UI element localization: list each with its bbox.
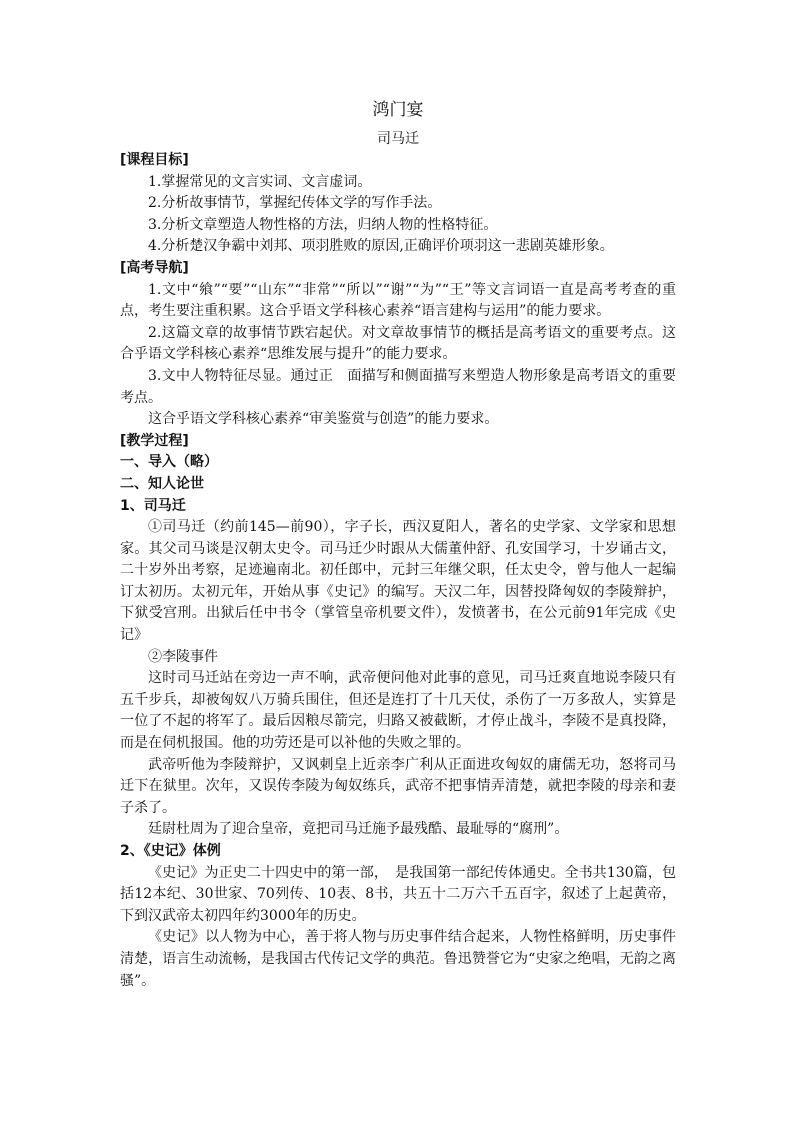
document-author: 司马迁	[377, 131, 419, 147]
goal-item-2: 2.分析故事情节，掌握纪传体文学的写作手法。	[148, 195, 442, 212]
exam-item-2: 2.这篇文章的故事情节跌宕起伏。对文章故事情节的概括是高考语文的重要考点。这合乎语文学科核心素养“思维发展与提升”的能力要求。	[120, 324, 676, 363]
goal-item-1: 1.掌握常见的文言实词、文言虚词。	[148, 173, 372, 190]
exam-item-4: 这合乎语文学科核心素养“审美鉴赏与创造”的能力要求。	[148, 411, 499, 428]
heading-exam-guide: [高考导航]	[120, 259, 189, 276]
sub-shiji-format: 2、《史记》体例	[120, 843, 221, 859]
exam-item-3: 3.文中人物特征尽显。通过正 面描写和侧面描写来塑造人物形象是高考语文的重要考点。	[120, 367, 676, 406]
goal-item-3: 3.分析文章塑造人物性格的方法，归纳人物的性格特征。	[148, 216, 498, 233]
paragraph-li-ling-1: 这时司马迁站在旁边一声不响，武帝便问他对此事的意见，司马迁爽直地说李陵只有五千步兵，却被匈奴八万骑兵围住，但还是连打了十几天仗，杀伤了一万多敌人，实算是一位了不起的将军了。最后因粮尽箭完，归路又被截断，才停止战斗，李陵不是真投降，而是在伺机报国。他的功劳还是可以补他的失败之罪的。	[120, 670, 676, 752]
heading-course-goals: [课程目标]	[120, 152, 189, 168]
paragraph-sima-qian-bio: ①司马迁（约前145—前90），字子长，西汉夏阳人，著名的史学家、文学家和思想家。其父司马谈是汉朝太史令。司马迁少时跟从大儒董仲舒、孔安国学习，十岁诵古文，二十岁外出考察，足迹遍南北。初任郎中，元封三年继父职，任太史令，曾与他人一起编订太初历。太初元年，开始从事《史记》的编写。天汉二年，因替投降匈奴的李陵辩护，下狱受宫刑。出狱后任中书令（掌管皇帝机要文件），发愤著书，在公元前91年完成《史记》	[120, 519, 676, 644]
paragraph-shiji-2: 《史记》以人物为中心，善于将人物与历史事件结合起来，人物性格鲜明，历史事件清楚，语言生动流畅，是我国古代传记文学的典范。鲁迅赞誉它为“史家之绝唱，无韵之离骚”。	[120, 929, 676, 989]
heading-teaching-process: [教学过程]	[120, 432, 189, 449]
paragraph-shiji-1: 《史记》为正史二十四史中的第一部， 是我国第一部纪传体通史。全书共130篇，包括12本纪、30世家、70列传、10表、8书，共五十二万六千五百字，叙述了上起黄帝，下到汉武帝太初四年约3000年的历史。	[120, 864, 676, 924]
exam-item-1: 1.文中“飨”“要”“山东”“非常”“所以”“谢”“为”“王”等文言词语一直是高考考查的重点，考生要注重积累。这合乎语文学科核心素养“语言建构与运用”的能力要求。	[120, 281, 676, 320]
document-title: 鸿门宴	[372, 100, 424, 120]
paragraph-li-ling-3: 廷尉杜周为了迎合皇帝，竟把司马迁施予最残酷、最耻辱的“腐刑”。	[148, 821, 569, 838]
paragraph-li-ling-2: 武帝听他为李陵辩护，又讽刺皇上近亲李广利从正面进攻匈奴的庸儒无功，怒将司马迁下在狱里。次年，又误传李陵为匈奴练兵，武帝不把事情弄清楚，就把李陵的母亲和妻子杀了。	[120, 756, 676, 816]
part-intro: 一、导入（略）	[120, 454, 218, 471]
goal-item-4: 4.分析楚汉争霸中刘邦、项羽胜败的原因,正确评价项羽这一悲剧英雄形象。	[148, 238, 614, 255]
document-page	[120, 98, 676, 992]
sub-sima-qian: 1、司马迁	[120, 497, 186, 514]
part-background: 二、知人论世	[120, 475, 204, 492]
label-li-ling-incident: ②李陵事件	[148, 648, 218, 665]
